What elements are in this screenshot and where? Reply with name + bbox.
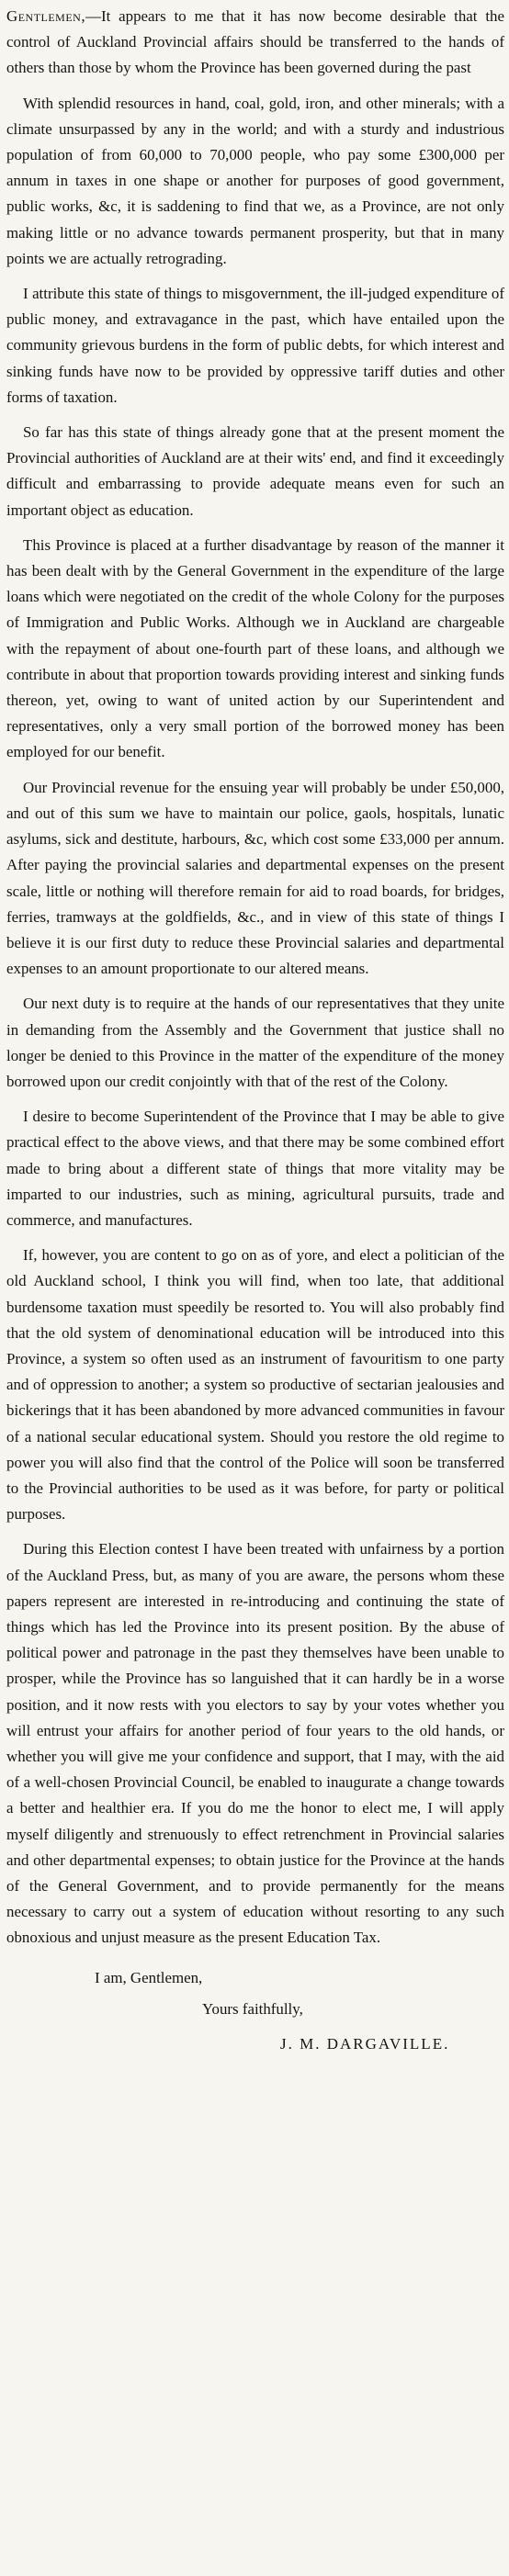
- paragraph-8: I desire to become Superintendent of the Province that I may be able to give practical effect to the above views, and that there may be some combined effort made to bring about a different state of things that more vitality may be imparted to our industries, such as mining, agricultural pursuits, trade and commerce, and manufactures.: [6, 1108, 504, 1229]
- closing-greeting: I am, Gentlemen,: [95, 1968, 203, 1986]
- paragraph-2: With splendid resources in hand, coal, gold, iron, and other minerals; with a climate unsurpassed by any in the world; and with a sturdy and industrious population of from 60,000 to 70,000 people, who pay some £300,000 per annum in taxes in one shape or another for purposes of good government, public works, &c, it is saddening to find that we, as a Province, are not only making little or no advance towards permanent prosperity, but that in many points we are actually retrograding.: [6, 94, 504, 267]
- signature: J. M. DARGAVILLE.: [280, 2034, 450, 2053]
- paragraph-6: Our Provincial revenue for the ensuing year will probably be under £50,000, and out of this sum we have to maintain our police, gaols, hospitals, lunatic asylums, sick and destitute, harbours, &c, which cost some £33,000 per annum. After paying the provincial salaries and departmental expenses on the present scale, little or nothing will therefore remain for aid to road boards, for bridges, ferries, tramways at the goldfields, &c., and in view of this state of things I believe it is our first duty to reduce these Provincial salaries and departmental expenses to an amount proportionate to our altered means.: [6, 778, 504, 978]
- closing-valediction: Yours faithfully,: [202, 1999, 303, 2018]
- paragraph-3: I attribute this state of things to misgovernment, the ill-judged expenditure of public money, and extravagance in the past, which have entailed upon the community grievous burdens in the form of public debts, for which interest and sinking funds have now to be provided by oppressive tariff duties and other forms of taxation.: [6, 285, 504, 406]
- paragraph-5: This Province is placed at a further disadvantage by reason of the manner it has been dealt with by the General Government in the expenditure of the large loans which were negotiated on the credit of the whole Colony for the purposes of Immigration and Public Works. Although we in Auckland are chargeable with the repayment of about one-fourth part of these loans, and although we contribute in about that proportion towards providing interest and sinking funds thereon, yet, owing to want of united action by our Superintendent and representatives, only a very small portion of the borrowed money has been employed for our benefit.: [6, 535, 504, 761]
- letter-opening-paragraph: [6, 4, 504, 82]
- paragraph-9: If, however, you are content to go on as of yore, and elect a politician of the old Auckland school, I think you will find, when too late, that additional burdensome taxation must speedily be resorted to. You will also probably find that the old system of denominational education will be introduced into this Province, a system so often used as an instrument of favouritism to one party and of oppression to another; a system so productive of sectarian jealousies and bickerings that it has been abandoned by more advanced communities in favour of a national secular educational system. Should you restore the old regime to power you will also find that the control of the Police will soon be transferred to the Provincial authorities to be used as it was before, for party or political purposes.: [6, 1246, 504, 1524]
- paragraph-4: So far has this state of things already gone that at the present moment the Provincial authorities of Auckland are at their wits' end, and find it exceedingly difficult and embarrassing to provide adequate means even for such an important object as education.: [6, 423, 504, 519]
- paragraph-7: Our next duty is to require at the hands of our representatives that they unite in demanding from the Assembly and the Government that justice shall no longer be denied to this Province in the matter of the expenditure of the money borrowed upon our credit conjointly with that of the rest of the Colony.: [6, 995, 504, 1090]
- salutation: Gentlemen,: [6, 7, 86, 25]
- paragraph-1-text: —It appears to me that it has now become desirable that the control of Auckland Provincial affairs should be transferred to the hands of others than those by whom the Province has been governed during the past: [6, 7, 504, 77]
- paragraph-10: During this Election contest I have been treated with unfairness by a portion of the Auckland Press, but, as many of you are aware, the persons whom these papers represent are interested in re-introducing and continuing the state of things which has led the Province into its present position. By the abuse of political power and patronage in the past they themselves have been unable to prosper, while the Province has so languished that it can hardly be in a worse position, and it now rests with you electors to say by your votes whether you will entrust your affairs for another period of four years to the old hands, or whether you will give me your confidence and support, that I may, with the aid of a well-chosen Provincial Council, be enabled to inaugurate a change towards a better and healthier era. If you do me the honor to elect me, I will apply myself diligently and strenuously to effect retrenchment in Provincial salaries and other departmental expenses; to obtain justice for the Province at the hands of the General Government, and to provide permanently for the means necessary to carry out a system of education without resorting to any such obnoxious and unjust measure as the present Education Tax.: [6, 1540, 504, 1947]
